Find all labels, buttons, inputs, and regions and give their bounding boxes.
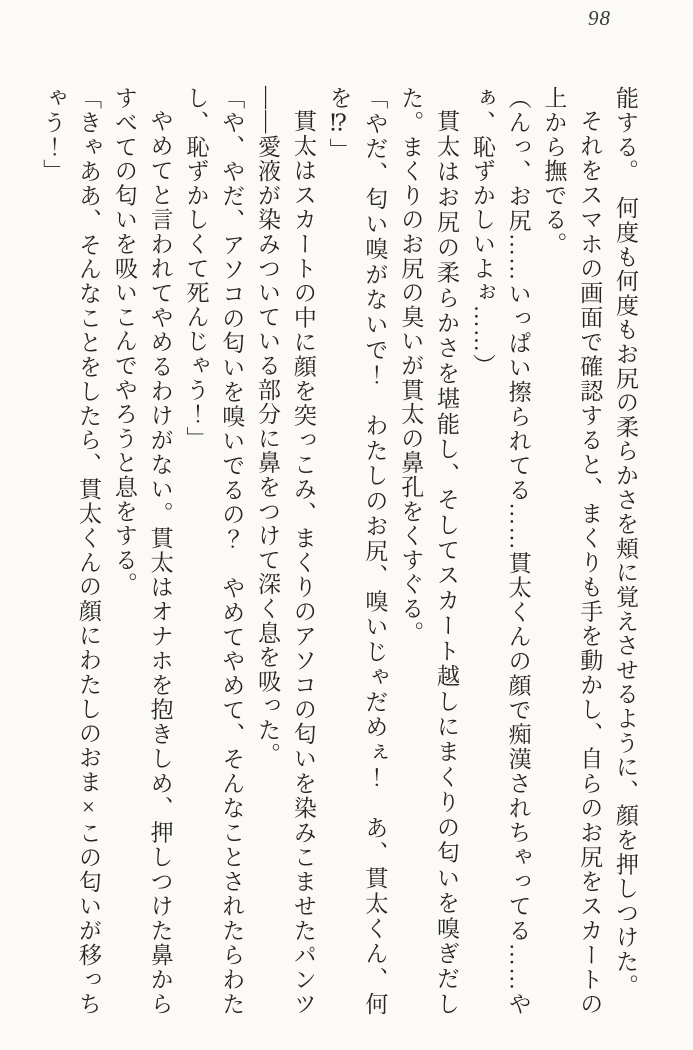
paragraph: 貫太はスカートの中に顔を突っこみ、まくりのアソコの匂いを染みこませたパンツ――愛液が染みついている部分に鼻をつけて深く息を吸った。: [255, 86, 316, 1016]
paragraph: 「やだ、匂い嗅がないで！ わたしのお尻、嗅いじゃだめぇ！ あ、貫太くん、何を⁉」: [326, 86, 388, 1016]
paragraph: やめてと言われてやめるわけがない。貫太はオナホを抱きしめ、押しつけた鼻からすべての匂いを吸いこんでやろうと息をする。: [111, 86, 173, 1016]
text-block: [34, 86, 643, 1016]
paragraph: 貫太はお尻の柔らかさを堪能し、そしてスカート越しにまくりの匂いを嗅ぎだした。まくりのお尻の臭いが貫太の鼻孔をくすぐる。: [398, 86, 460, 1016]
paragraph: それをスマホの画面で確認すると、まくりも手を動かし、自らのお尻をスカートの上から撫でる。: [541, 86, 603, 1016]
paragraph: （んっ、お尻……いっぱい擦られてる……貫太くんの顔で痴漢されちゃってる……やぁ、恥ずかしいよぉ……）: [469, 86, 531, 1016]
paragraph: 「きゃああ、そんなことをしたら、貫太くんの顔にわたしのおま×この匂いが移っちゃう！」: [40, 86, 102, 1016]
page-number: 98: [588, 6, 611, 30]
paragraph: 能する。 何度も何度もお尻の柔らかさを頬に覚えさせるように、顔を押しつけた。: [613, 86, 638, 998]
paragraph: 「や、やだ、アソコの匂いを嗅いでるの？ やめてやめて、そんなことされたらわたし、恥ずかしくて死んじゃう！」: [183, 86, 245, 1016]
